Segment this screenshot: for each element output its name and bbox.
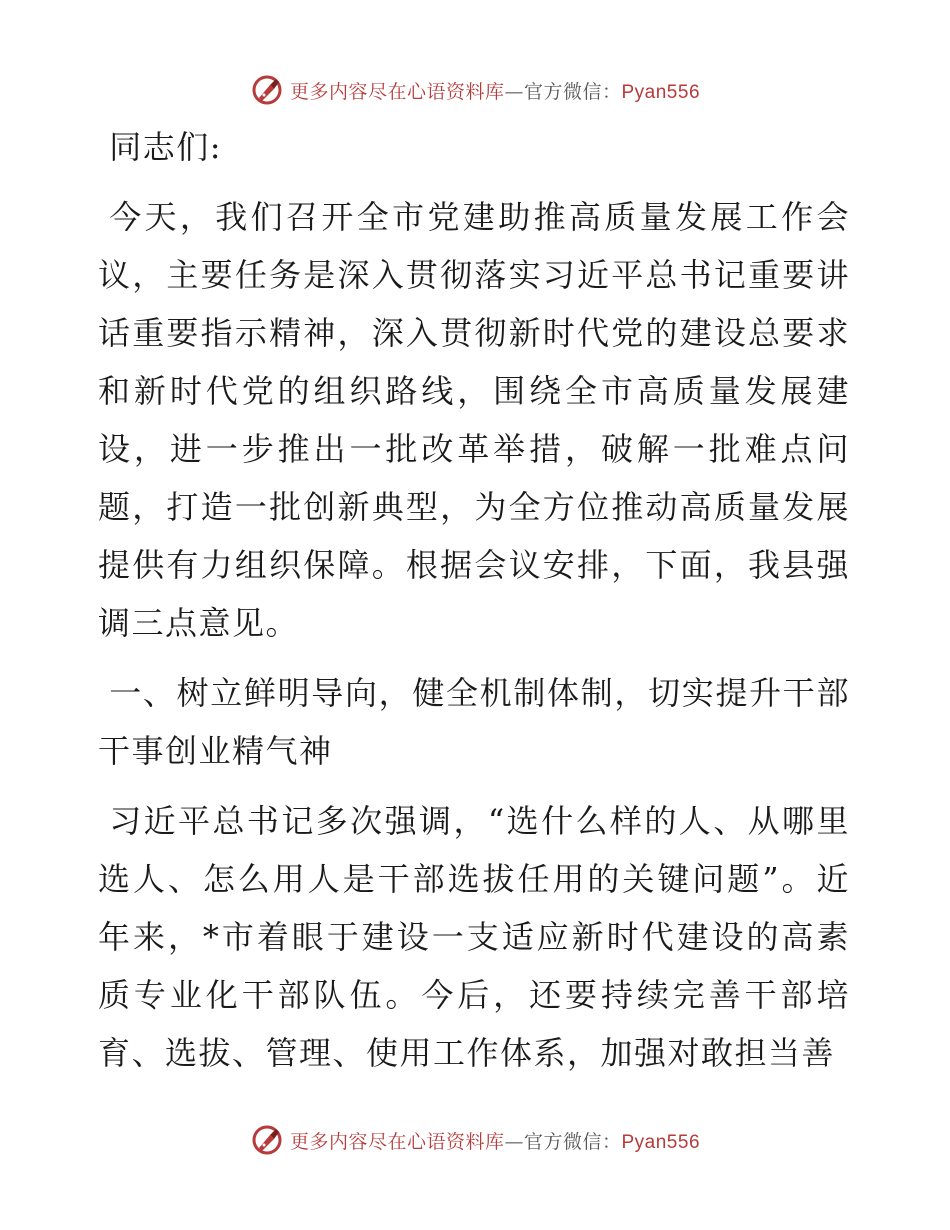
- watermark-official-label: 官方微信：: [523, 1130, 622, 1153]
- watermark-wechat-id: Pyan556: [621, 1131, 701, 1153]
- document-body: [98, 118, 850, 1082]
- pen-nib-logo-icon: [250, 73, 284, 107]
- watermark-official-label: 官方微信：: [523, 80, 622, 103]
- section-heading-1: 一、树立鲜明导向，健全机制体制，切实提升干部干事创业精气神: [98, 674, 850, 770]
- pen-nib-logo-icon: [250, 1123, 284, 1157]
- watermark-text: [290, 1127, 700, 1154]
- watermark-library-name: 更多内容尽在心语资料库: [289, 1130, 505, 1153]
- footer-watermark: [0, 1120, 950, 1160]
- watermark-separator: —: [504, 80, 524, 103]
- watermark-library-name: 更多内容尽在心语资料库: [289, 80, 505, 103]
- intro-paragraph: 今天，我们召开全市党建助推高质量发展工作会议，主要任务是深入贯彻落实习近平总书记重要讲话重要指示精神，深入贯彻新时代党的建设总要求和新时代党的组织路线，围绕全市高质量发展建设，进一步推出一批改革举措，破解一批难点问题，打造一批创新典型，为全方位推动高质量发展提供有力组织保障。根据会议安排，下面，我县强调三点意见。: [98, 198, 850, 642]
- watermark-text: [290, 77, 700, 104]
- watermark-separator: —: [504, 1130, 524, 1153]
- salutation: 同志们:: [109, 128, 222, 166]
- header-watermark: [0, 70, 950, 110]
- watermark-wechat-id: Pyan556: [621, 81, 701, 103]
- section-1-paragraph: 习近平总书记多次强调，“选什么样的人、从哪里选人、怎么用人是干部选拔任用的关键问题”。近年来，*市着眼于建设一支适应新时代建设的高素质专业化干部队伍。今后，还要持续完善干部培育、选拔、管理、使用工作体系，加强对敢担当善: [98, 802, 850, 1072]
